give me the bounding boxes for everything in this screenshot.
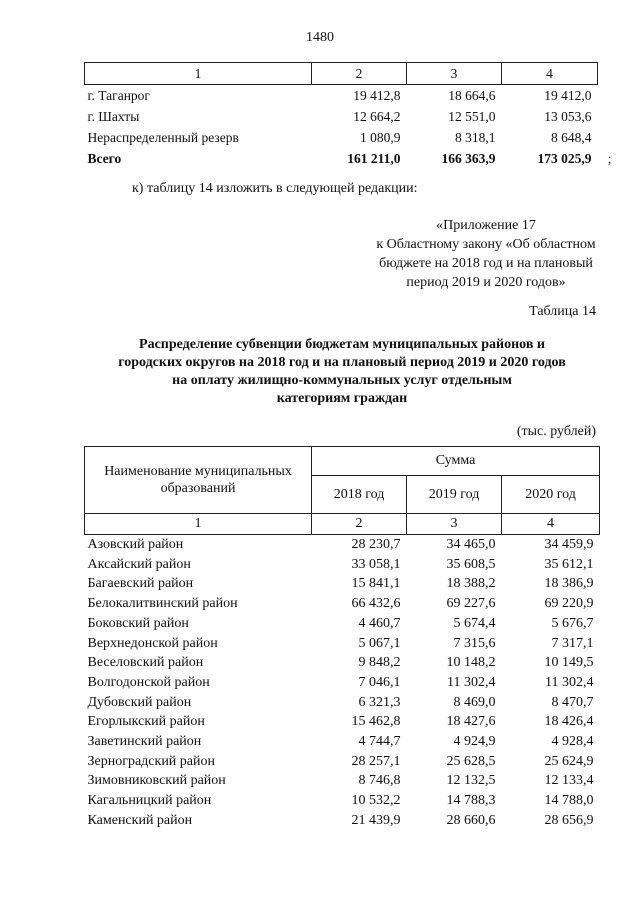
row-2020: 7 317,1 [551,635,594,651]
row-2020: 19 412,0 [544,88,592,103]
table-row [85,85,598,107]
row-2018: 10 532,2 [351,793,401,809]
row-name: Белокалитвинский район [87,596,238,612]
row-2018: 15 841,1 [351,576,401,592]
table-title-line: категориям граждан [276,391,408,406]
row-2018: 1 080,9 [360,130,401,145]
row-2020: 35 612,1 [544,556,594,572]
header-year-2020: 2020 год [502,476,600,514]
row-name: Нераспределенный резерв [87,130,239,145]
table-row [85,634,600,654]
page-number: 1480 [306,30,334,45]
row-2020: 69 220,9 [544,596,594,612]
total-label: Всего [87,151,122,166]
index-cell: 2 [312,514,407,535]
row-2020: 10 149,5 [544,655,594,671]
units-label: (тыс. рублей) [516,424,596,439]
row-name: Азовский район [87,537,184,552]
header-sum: Сумма [312,447,600,476]
row-2018: 15 462,8 [351,714,401,730]
table-row [85,614,600,634]
top-header-cell: 3 [407,63,502,85]
row-2019: 69 227,6 [446,596,496,612]
total-suffix: ; [607,151,612,166]
top-header-cell: 1 [85,63,312,85]
table-row [85,594,600,614]
row-2019: 12 132,5 [446,773,496,789]
table-title-line: Распределение субвенции бюджетам муниципальных районов и [139,337,545,352]
row-name: Боковский район [87,615,189,631]
row-name: Заветинский район [87,734,202,750]
top-header-cell: 2 [312,63,407,85]
table-row [85,732,600,752]
main-header-index-row [85,514,600,535]
row-name: Веселовский район [87,655,204,671]
table-row [85,771,600,791]
table-row [85,535,600,555]
row-2018: 4 460,7 [358,615,401,631]
row-2020: 14 788,0 [544,793,594,809]
row-2018: 9 848,2 [358,655,401,671]
top-table [84,62,612,169]
table-title-line: на оплату жилищно-коммунальных услуг отдельным [172,373,512,388]
row-2018: 66 432,6 [351,596,401,612]
row-name: Багаевский район [87,576,194,592]
row-2018: 7 046,1 [358,674,401,690]
index-cell: 4 [502,514,600,535]
appendix-line: «Приложение 17 [436,218,536,233]
row-name: Зимовниковский район [87,773,226,789]
index-cell: 3 [407,514,502,535]
table-row [85,712,600,732]
row-2018: 28 257,1 [351,753,401,769]
row-name: Волгодонской район [87,674,210,690]
row-name: Кагальницкий район [87,793,212,809]
row-2020: 11 302,4 [545,674,594,690]
row-2019: 14 788,3 [446,793,496,809]
row-name: Каменский район [87,812,193,828]
top-header-cell: 4 [502,63,598,85]
main-table [84,446,600,831]
row-2018: 28 230,7 [351,537,401,552]
row-2020: 28 656,9 [544,812,594,828]
row-2019: 18 427,6 [446,714,496,730]
row-2019: 28 660,6 [446,812,496,828]
row-2019: 18 388,2 [446,576,496,592]
table-row [85,752,600,772]
table-row [85,791,600,811]
row-2019: 11 302,4 [447,674,496,690]
table-row [85,127,598,148]
top-table-header-row [85,63,598,85]
row-2018: 19 412,8 [353,88,401,103]
top-table-total-row [85,148,598,169]
table-row [85,106,598,127]
row-2018: 8 746,8 [358,773,401,789]
row-2019: 5 674,4 [453,615,496,631]
table-title-line: городских округов на 2018 год и на плановый период 2019 и 2020 годов [118,355,566,370]
row-2020: 4 928,4 [551,734,594,750]
table-row [85,653,600,673]
total-2019: 166 363,9 [441,151,496,166]
row-2018: 21 439,9 [351,812,401,828]
instruction-text: к) таблицу 14 изложить в следующей редакции: [132,181,418,196]
row-name: г. Таганрог [87,88,150,103]
header-year-2018: 2018 год [312,476,407,514]
row-name: Верхнедонской район [87,635,218,651]
row-2018: 4 744,7 [358,734,401,750]
row-2019: 7 315,6 [453,635,496,651]
total-2018: 161 211,0 [347,151,401,166]
index-cell: 1 [85,514,312,535]
row-2020: 13 053,6 [544,109,592,124]
table-row [85,693,600,713]
table-row [85,555,600,575]
header-name: Наименование муниципальных образований [85,447,312,514]
table-label: Таблица 14 [529,304,596,319]
table-title [84,336,600,408]
row-2020: 5 676,7 [551,615,594,631]
row-2020: 18 426,4 [544,714,594,730]
total-2020: 173 025,9 [537,151,592,166]
row-2019: 8 469,0 [453,694,496,710]
row-2020: 34 459,9 [544,537,594,552]
row-2018: 33 058,1 [351,556,401,572]
row-2019: 10 148,2 [446,655,496,671]
main-header-row-1 [85,447,600,476]
row-2019: 12 551,0 [448,109,496,124]
row-2019: 34 465,0 [446,537,496,552]
row-2018: 6 321,3 [358,694,401,710]
row-2019: 4 924,9 [453,734,496,750]
row-name: Дубовский район [87,694,192,710]
row-2020: 12 133,4 [544,773,594,789]
row-name: Аксайский район [87,556,191,572]
appendix-line: к Областному закону «Об областном [376,237,596,252]
row-2018: 5 067,1 [358,635,401,651]
appendix-reference [366,216,606,292]
row-2019: 25 628,5 [446,753,496,769]
appendix-line: бюджете на 2018 год и на плановый [379,256,593,271]
row-2020: 25 624,9 [544,753,594,769]
table-row [85,673,600,693]
row-2020: 18 386,9 [544,576,594,592]
appendix-line: период 2019 и 2020 годов» [406,275,566,290]
header-year-2019: 2019 год [407,476,502,514]
total-2020-cell [502,148,612,169]
table-row [85,574,600,594]
row-name: Зерноградский район [87,753,215,769]
row-2019: 8 318,1 [455,130,496,145]
row-2018: 12 664,2 [353,109,401,124]
row-2020: 8 470,7 [551,694,594,710]
row-2019: 35 608,5 [446,556,496,572]
row-name: Егорлыкский район [87,714,205,730]
row-2020: 8 648,4 [551,130,592,145]
table-row [85,811,600,831]
row-name: г. Шахты [87,109,140,124]
row-2019: 18 664,6 [448,88,496,103]
